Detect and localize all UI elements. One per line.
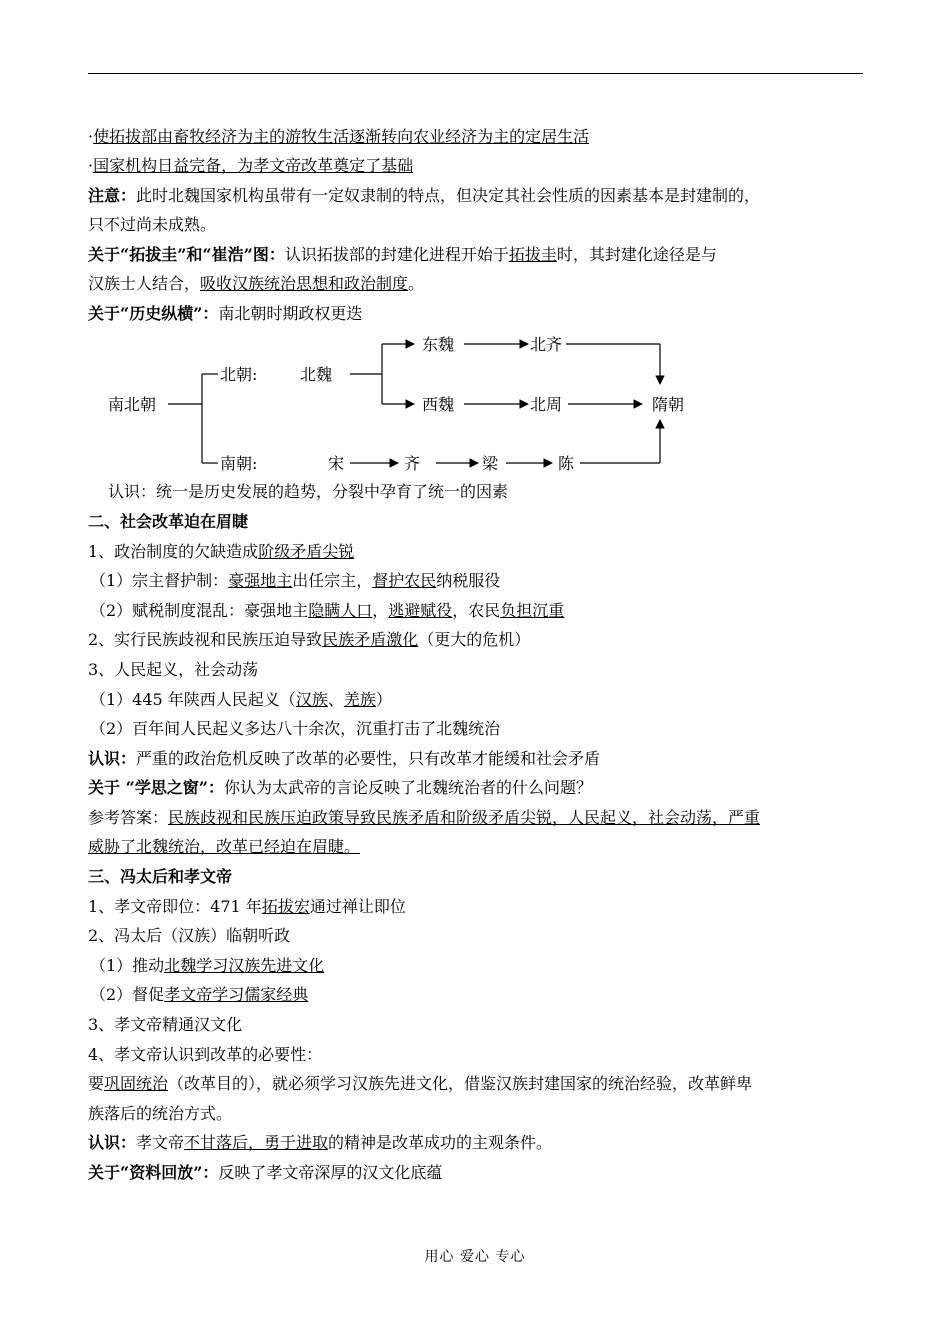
- text-line: （1）推动北魏学习汉族先进文化: [90, 956, 325, 975]
- node-liang: 梁: [482, 454, 499, 473]
- text-line: （1）宗主督护制：豪强地主出任宗主，督护农民纳税服役: [90, 571, 501, 590]
- text-line: （2）督促孝文帝学习儒家经典: [90, 985, 309, 1004]
- node-chen: 陈: [558, 454, 575, 473]
- node-song: 宋: [328, 454, 345, 473]
- text-line: ·国家机构日益完备，为孝文帝改革奠定了基础: [88, 156, 414, 175]
- answer-line: 威胁了北魏统治，改革已经迫在眉睫。: [88, 837, 361, 856]
- answer-line: 参考答案：民族歧视和民族压迫政策导致民族矛盾和阶级矛盾尖锐，人民起义，社会动荡，严重: [88, 808, 761, 827]
- note-line: 只不过尚未成熟。: [88, 215, 217, 234]
- recognition-line: 认识：统一是历史发展的趋势，分裂中孕育了统一的因素: [108, 482, 509, 501]
- node-north-zhou: 北周: [530, 395, 563, 414]
- dynasty-diagram: [0, 0, 950, 490]
- history-line: 关于“历史纵横”：南北朝时期政权更迭: [88, 304, 363, 323]
- text-line: ·使拓拔部由畜牧经济为主的游牧生活逐渐转向农业经济为主的定居生活: [88, 127, 590, 146]
- recognition-line: 认识：孝文帝不甘落后，勇于进取的精神是改革成功的主观条件。: [88, 1133, 553, 1152]
- text-line: （1）445 年陕西人民起义（汉族、羌族）: [90, 690, 392, 709]
- note-line: 注意：此时北魏国家机构虽带有一定奴隶制的特点，但决定其社会性质的因素基本是封建制的，: [88, 186, 761, 205]
- text-line: 2、实行民族歧视和民族压迫导致民族矛盾激化（更大的危机）: [88, 630, 531, 649]
- node-south-label: 南朝:: [220, 454, 258, 473]
- text-line: 3、人民起义，社会动荡: [88, 660, 259, 679]
- node-west-wei: 西魏: [422, 395, 455, 414]
- page-footer: 用心 爱心 专心: [424, 1249, 526, 1265]
- section-3-title: 三、冯太后和孝文帝: [88, 867, 233, 886]
- text-line: 1、政治制度的欠缺造成阶级矛盾尖锐: [88, 542, 355, 561]
- recognition-line: 认识：严重的政治危机反映了改革的必要性，只有改革才能缓和社会矛盾: [88, 749, 601, 768]
- node-north-wei: 北魏: [300, 365, 333, 384]
- node-north-label: 北朝:: [220, 365, 258, 384]
- tuoba-line: 汉族士人结合，吸收汉族统治思想和政治制度。: [88, 274, 425, 293]
- node-east-wei: 东魏: [422, 335, 455, 354]
- section-2-title: 二、社会改革迫在眉睫: [88, 512, 249, 531]
- ziliao-line: 关于“资料回放”：反映了孝文帝深厚的汉文化底蕴: [88, 1163, 443, 1182]
- text-line: （2）赋税制度混乱：豪强地主隐瞒人口，逃避赋役，农民负担沉重: [90, 601, 565, 620]
- node-sui: 隋朝: [652, 395, 685, 414]
- node-qi: 齐: [404, 454, 421, 473]
- text-line: 族落后的统治方式。: [88, 1104, 233, 1123]
- tuoba-line: 关于“拓拔圭”和“崔浩”图：认识拓拔部的封建化进程开始于拓拔圭时，其封建化途径是与: [88, 245, 717, 264]
- xuesi-line: 关于 “学思之窗”：你认为太武帝的言论反映了北魏统治者的什么问题？: [88, 778, 592, 797]
- text-line: 要巩固统治（改革目的），就必须学习汉族先进文化，借鉴汉族封建国家的统治经验，改革鲜卑: [88, 1074, 753, 1093]
- text-line: 4、孝文帝认识到改革的必要性：: [88, 1045, 323, 1064]
- text-line: 3、孝文帝精通汉文化: [88, 1015, 243, 1034]
- node-root: 南北朝: [108, 395, 157, 414]
- text-line: （2）百年间人民起义多达八十余次，沉重打击了北魏统治: [90, 719, 501, 738]
- node-north-qi: 北齐: [530, 335, 563, 354]
- text-line: 1、孝文帝即位：471 年拓拔宏通过禅让即位: [88, 897, 406, 916]
- text-line: 2、冯太后（汉族）临朝听政: [88, 926, 291, 945]
